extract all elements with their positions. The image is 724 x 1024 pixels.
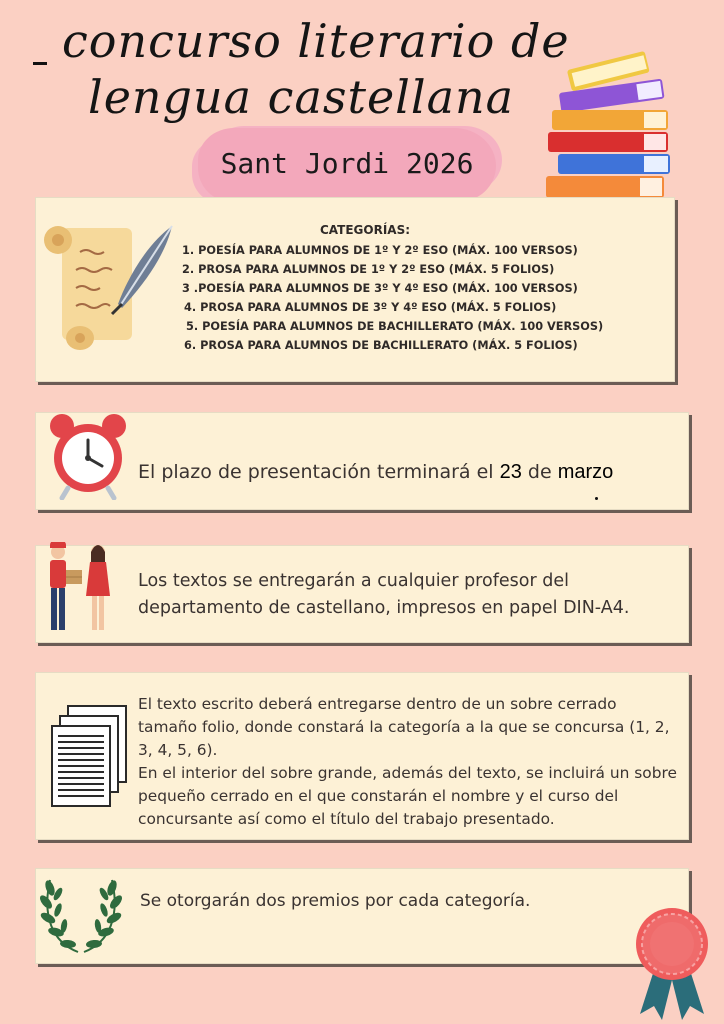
category-item-6: 6. PROSA PARA ALUMNOS DE BACHILLERATO (MÁX. 5 FOLIOS) [184, 339, 578, 352]
envelope-paragraph-2: En el interior del sobre grande, además del texto, se incluirá un sobre pequeño cerrado en el que constarán el nombre y el curso del concursante así como el título del trabajo presentado. [138, 764, 677, 828]
delivery-text: Los textos se entregarán a cualquier profesor del departamento de castellano, impresos en papel DIN-A4. [138, 571, 630, 618]
category-item-5: 5. POESÍA PARA ALUMNOS DE BACHILLERATO (MÁX. 100 VERSOS) [186, 320, 604, 333]
deadline-text [138, 459, 613, 485]
categories-title: CATEGORÍAS: [319, 223, 411, 237]
documents-stack-icon [50, 704, 130, 810]
award-rosette-icon [630, 904, 714, 1022]
envelope-text [138, 693, 678, 831]
subtitle: Sant Jordi 2026 [220, 147, 474, 180]
alarm-clock-icon [48, 410, 128, 500]
categories-list [182, 241, 603, 355]
title-line-1: concurso literario de [62, 14, 570, 68]
title-dash [33, 62, 47, 65]
category-item-2: 2. PROSA PARA ALUMNOS DE 1º Y 2º ESO (MÁX. 5 FOLIOS) [182, 263, 555, 276]
laurel-wreath-icon [38, 872, 124, 958]
deadline-de: de [521, 461, 558, 483]
category-item-4: 4. PROSA PARA ALUMNOS DE 3º Y 4º ESO (MÁX. 5 FOLIOS) [184, 301, 557, 314]
stray-dot [595, 497, 598, 500]
envelope-paragraph-1: El texto escrito deberá entregarse dentro de un sobre cerrado tamaño folio, donde constará la categoría a la que se concursa (1, 2, 3, 4, 5, 6). [138, 695, 670, 759]
title-line-2: lengua castellana [88, 70, 515, 124]
delivery-people-icon [42, 542, 114, 638]
scroll-quill-icon [40, 222, 175, 352]
deadline-day: 23 [499, 461, 522, 483]
category-item-3: 3 .POESÍA PARA ALUMNOS DE 3º Y 4º ESO (MÁX. 100 VERSOS) [182, 282, 578, 295]
deadline-month: marzo [557, 461, 614, 483]
books-icon [540, 50, 680, 200]
prize-card [35, 868, 689, 964]
category-item-1: 1. POESÍA PARA ALUMNOS DE 1º Y 2º ESO (MÁX. 100 VERSOS) [182, 244, 578, 257]
deadline-text-before: El plazo de presentación terminará el [138, 461, 500, 483]
prize-text: Se otorgarán dos premios por cada categoría. [140, 891, 531, 911]
